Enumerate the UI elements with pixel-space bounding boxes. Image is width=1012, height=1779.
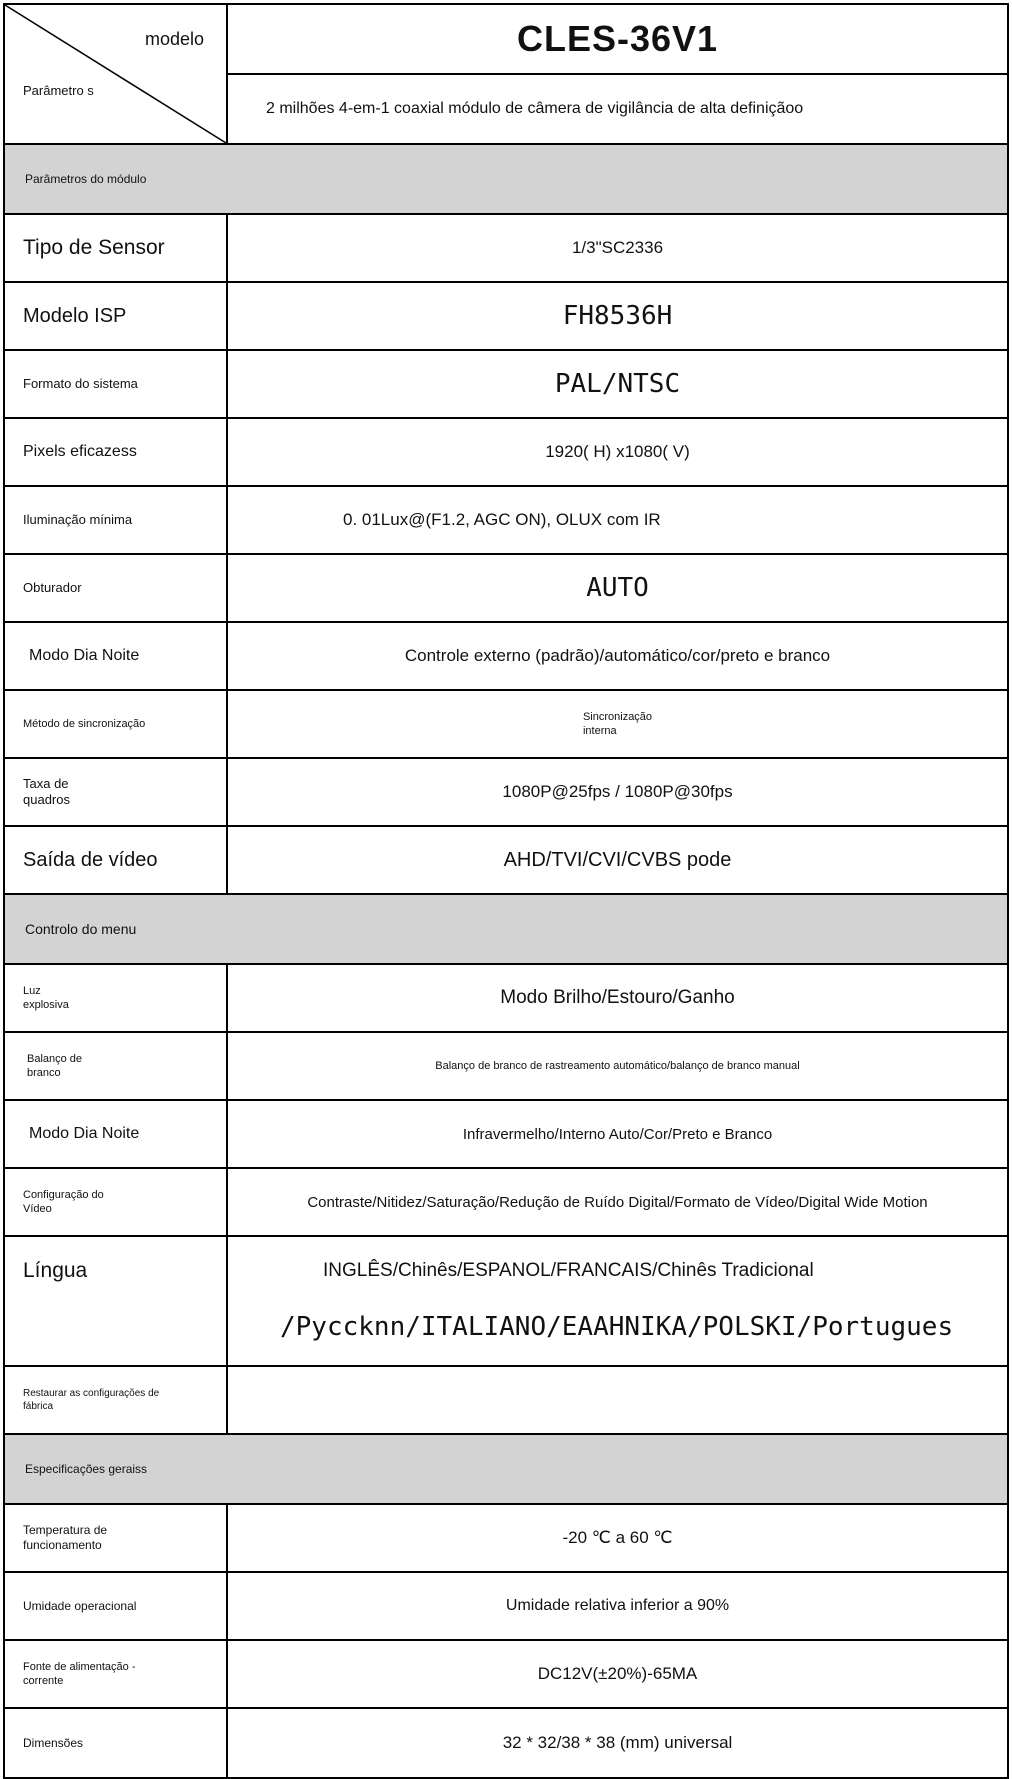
row-label: Tipo de Sensor [5,215,228,281]
sync-value [583,710,652,738]
row-label: Obturador [5,555,228,621]
row-value: Contraste/Nitidez/Saturação/Redução de Ruído Digital/Formato de Vídeo/Digital Wide Motion [307,1193,928,1211]
row-label-line2: corrente [23,1675,64,1687]
parameter-corner-label: Parâmetro s [23,83,94,98]
row-label: Modo Dia Noite [5,623,228,689]
row-label-line2: branco [27,1067,61,1079]
section-module-title: Parâmetros do módulo [5,145,1007,213]
row-label: Dimensões [5,1709,228,1777]
language-line2: /Pyccknn/ITALIANO/EAAHNIKA/POLSKI/Portugues [280,1312,954,1342]
sync-value-line1: Sincronização [582,711,653,723]
row-value: 1080P@25fps / 1080P@30fps [502,782,733,801]
row-label-line1: Balanço de [27,1053,83,1065]
row-label-line2: Vídeo [23,1203,52,1215]
row-value: DC12V(±20%)-65MA [537,1664,698,1683]
header-corner-cell [5,5,228,143]
row-value: 32 * 32/38 * 38 (mm) universal [502,1733,733,1752]
header-right [228,5,1007,143]
row-label [5,965,228,1031]
model-name: CLES-36V1 [228,5,1007,75]
row-label-line2: quadros [23,792,70,807]
row-label-line1: Restaurar as configurações de [23,1388,160,1399]
table-row [5,351,1007,419]
table-row [5,1237,1007,1367]
row-value: -20 ℃ a 60 ℃ [562,1528,673,1547]
table-row [5,555,1007,623]
row-label [5,1169,228,1235]
row-label [5,1033,228,1099]
row-label [5,759,228,825]
row-value: 0. 01Lux@(F1.2, AGC ON), OLUX com IR [343,510,661,529]
row-label: Umidade operacional [5,1573,228,1639]
row-value: 1/3"SC2336 [571,238,664,257]
diagonal-line [5,5,226,143]
row-value: Controle externo (padrão)/automático/cor/preto e branco [404,646,831,665]
model-description: 2 milhões 4-em-1 coaxial módulo de câmera de vigilância de alta definiçãoo [266,100,804,117]
sync-value-line2: interna [582,725,617,737]
row-label-line1: Taxa de [23,776,69,791]
table-row [5,827,1007,895]
row-label: Pixels eficazess [5,419,228,485]
row-label-line1: Fonte de alimentação - [23,1661,136,1673]
row-label: Iluminação mínima [5,487,228,553]
row-label: Modelo ISP [5,283,228,349]
row-value: PAL/NTSC [554,369,681,399]
row-value: AUTO [586,573,649,603]
table-row [5,1367,1007,1435]
table-row [5,623,1007,691]
section-row [5,145,1007,215]
row-label: Formato do sistema [5,351,228,417]
row-value: Infravermelho/Interno Auto/Cor/Preto e Branco [462,1125,773,1143]
table-row [5,965,1007,1033]
table-row [5,1709,1007,1777]
row-value: Modo Brilho/Estouro/Ganho [500,987,735,1008]
section-general-title: Especificações geraiss [5,1435,1007,1503]
model-corner-label: modelo [144,29,204,49]
row-value [228,1237,1007,1365]
row-value: 1920( H) x1080( V) [545,442,690,461]
table-row [5,691,1007,759]
row-label: Modo Dia Noite [5,1101,228,1167]
table-header [5,5,1007,145]
spec-table [3,3,1009,1779]
row-label [5,1641,228,1707]
table-row [5,283,1007,351]
language-line1: INGLÊS/Chinês/ESPANOL/FRANCAIS/Chinês Tradicional [323,1260,814,1281]
table-row [5,1641,1007,1709]
row-value [228,1367,1007,1433]
row-label: Método de sincronização [5,691,228,757]
row-value: Balanço de branco de rastreamento automático/balanço de branco manual [435,1060,800,1072]
row-label: Saída de vídeo [5,827,228,893]
row-label: Língua [5,1237,228,1365]
row-label-line2: fábrica [23,1401,54,1412]
row-value: FH8536H [562,301,673,331]
row-label-line1: Temperatura de [23,1523,108,1537]
table-row [5,1101,1007,1169]
row-value: AHD/TVI/CVI/CVBS pode [503,848,732,871]
table-row [5,487,1007,555]
row-label-line1: Luz [23,985,41,997]
row-value [228,691,1007,757]
table-row [5,1505,1007,1573]
section-row [5,1435,1007,1505]
section-menu-title: Controlo do menu [5,895,1007,963]
row-label [5,1505,228,1571]
row-label-line2: funcionamento [23,1538,102,1552]
table-row [5,215,1007,283]
table-row [5,759,1007,827]
table-row [5,1033,1007,1101]
table-row [5,1573,1007,1641]
row-label-line2: explosiva [23,999,69,1011]
section-row [5,895,1007,965]
row-value: Umidade relativa inferior a 90% [505,1597,730,1614]
row-label [5,1367,228,1433]
table-row [5,1169,1007,1237]
table-row [5,419,1007,487]
row-label-line1: Configuração do [23,1189,104,1201]
